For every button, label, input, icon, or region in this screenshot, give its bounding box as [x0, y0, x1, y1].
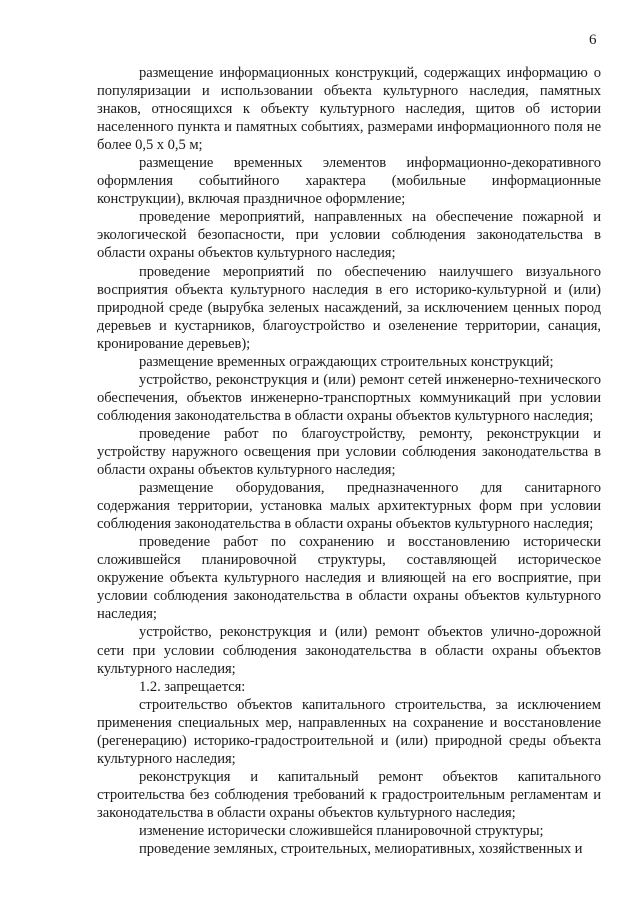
- paragraph-5: размещение временных ограждающих строительных конструкций;: [139, 353, 554, 370]
- paragraph-4: проведение мероприятий по обеспечению наилучшего визуального восприятия объекта культурного наследия в его историко-культурной и (или) природной среде (вырубка зеленых насаждений, за исключением ценных пород деревьев и кустарников, благоустройство и озеленение территории, санация, кронирование деревьев);: [97, 263, 601, 352]
- paragraph-14: изменение исторически сложившейся планировочной структуры;: [139, 822, 544, 839]
- document-body: [97, 64, 601, 858]
- paragraph-1: размещение информационных конструкций, содержащих информацию о популяризации и использовании объекта культурного наследия, памятных знаков, относящихся к объекту культурного наследия, щитов об истории населенного пункта и памятных событиях, размерами информационного поля не более 0,5 х 0,5 м;: [97, 65, 601, 154]
- paragraph-15: проведение земляных, строительных, мелиоративных, хозяйственных и: [139, 841, 583, 858]
- paragraph-12: строительство объектов капитального строительства, за исключением применения специальных мер, направленных на сохранение и восстановление (регенерацию) историко-градостроительной и (или) природной среды объекта культурного наследия;: [97, 696, 601, 767]
- paragraph-13: реконструкция и капитальный ремонт объектов капитального строительства без соблюдения требований к градостроительным регламентам и законодательства в области охраны объектов культурного наследия;: [97, 768, 601, 821]
- section-heading-1-2: 1.2. запрещается:: [139, 678, 246, 695]
- paragraph-3: проведение мероприятий, направленных на обеспечение пожарной и экологической безопасности, при условии соблюдения законодательства в области охраны объектов культурного наследия;: [97, 209, 601, 262]
- paragraph-10: устройство, реконструкция и (или) ремонт объектов улично-дорожной сети при условии соблюдения законодательства в области охраны объектов культурного наследия;: [97, 624, 601, 677]
- page-number: 6: [589, 32, 597, 48]
- paragraph-7: проведение работ по благоустройству, ремонту, реконструкции и устройству наружного освещения при условии соблюдения законодательства в области охраны объектов культурного наследия;: [97, 425, 601, 479]
- paragraph-2: размещение временных элементов информационно-декоративного оформления событийного характера (мобильные информационные конструкции), включая праздничное оформление;: [97, 155, 601, 208]
- paragraph-9: проведение работ по сохранению и восстановлению исторически сложившейся планировочной структуры, составляющей историческое окружение объекта культурного наследия и влияющей на его восприятие, при условии соблюдения законодательства в области охраны объектов культурного наследия;: [97, 534, 601, 623]
- paragraph-8: размещение оборудования, предназначенного для санитарного содержания территории, установка малых архитектурных форм при условии соблюдения законодательства в области охраны объектов культурного наследия;: [97, 480, 601, 533]
- paragraph-6: устройство, реконструкция и (или) ремонт сетей инженерно-технического обеспечения, объектов инженерно-транспортных коммуникаций при условии соблюдения законодательства в области охраны объектов культурного наследия;: [97, 371, 601, 424]
